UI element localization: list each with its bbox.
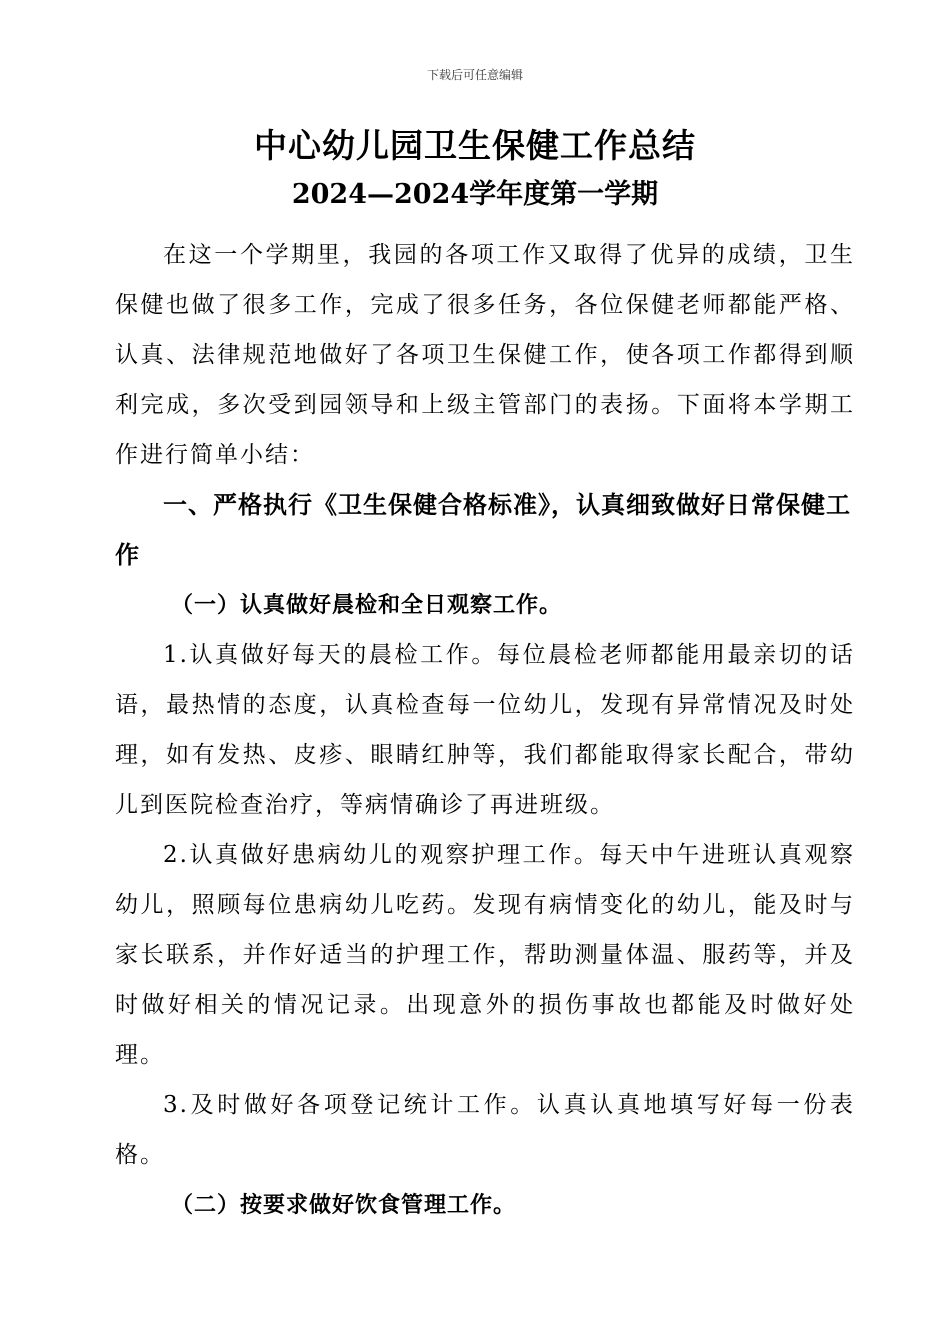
document-subtitle: 2024—2024学年度第一学期 (291, 179, 659, 210)
list-item-1: 1.认真做好每天的晨检工作。每位晨检老师都能用最亲切的话语，最热情的态度，认真检查每一位幼儿，发现有异常情况及时处理，如有发热、皮疹、眼睛红肿等，我们都能取得家长配合，带幼儿到医院检查治疗，等病情确诊了再进班级。 (115, 642, 855, 818)
subsection-heading-1: （一）认真做好晨检和全日观察工作。 (171, 592, 563, 618)
section-heading-1: 一、严格执行《卫生保健合格标准》，认真细致做好日常保健工作 (115, 490, 851, 569)
intro-paragraph: 在这一个学期里，我园的各项工作又取得了优异的成绩，卫生保健也做了很多工作，完成了很多任务，各位保健老师都能严格、认真、法律规范地做好了各项卫生保健工作，使各项工作都得到顺利完成，多次受到园领导和上级主管部门的表扬。下面将本学期工作进行简单小结： (115, 242, 855, 468)
list-item-3: 3.及时做好各项登记统计工作。认真认真地填写好每一份表格。 (115, 1092, 855, 1168)
subsection-heading-2: （二）按要求做好饮食管理工作。 (171, 1192, 517, 1218)
document-title: 中心幼儿园卫生保健工作总结 (254, 126, 696, 165)
header-note: 下载后可任意编辑 (426, 68, 523, 82)
list-item-2: 2.认真做好患病幼儿的观察护理工作。每天中午进班认真观察幼儿，照顾每位患病幼儿吃药。发现有病情变化的幼儿，能及时与家长联系，并作好适当的护理工作，帮助测量体温、服药等，并及时做好相关的情况记录。出现意外的损伤事故也都能及时做好处理。 (115, 842, 855, 1068)
document-body (115, 230, 855, 1230)
